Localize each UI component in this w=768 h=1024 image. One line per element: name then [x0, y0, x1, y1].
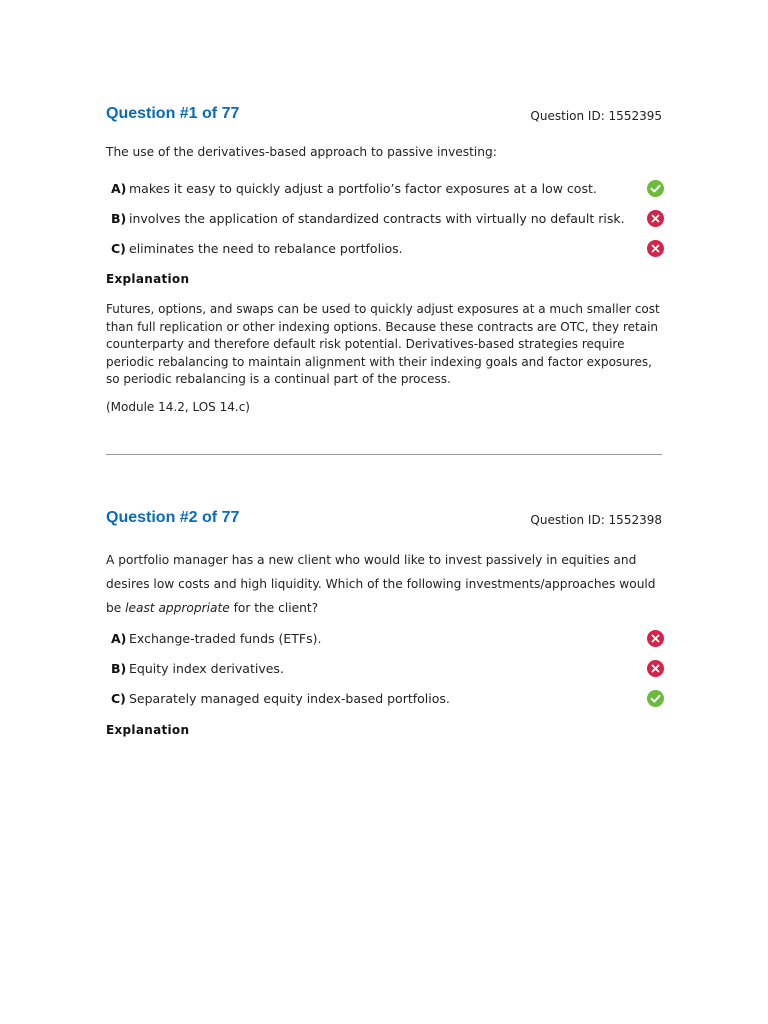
answer-letter: A): [111, 181, 127, 196]
check-circle-icon: [647, 180, 664, 197]
question-2-stem: [106, 548, 662, 620]
question-1-explanation-heading: Explanation: [106, 272, 190, 286]
question-1-id: Question ID: 1552395: [530, 109, 662, 123]
question-2-explanation-heading: Explanation: [106, 723, 190, 737]
answer-text: Separately managed equity index-based portfolios.: [129, 691, 450, 706]
x-circle-icon: [647, 630, 664, 647]
answer-letter: C): [111, 691, 126, 706]
x-circle-icon: [647, 240, 664, 257]
question-1-explanation: Futures, options, and swaps can be used to quickly adjust exposures at a much smaller cost than full replication or other indexing options. Because these contracts are OTC, they retain counterparty and therefore default risk potential. Derivatives-based strategies require periodic rebalancing to maintain alignment with their indexing goals and factor exposures, so periodic rebalancing is a continual part of the process.: [106, 302, 660, 386]
x-circle-icon: [647, 660, 664, 677]
question-2-id: Question ID: 1552398: [530, 513, 662, 527]
stem-text: A portfolio manager has a new client who would like to invest passively in equities and desires low costs and high liquidity. Which of the following investments/approaches would be: [106, 553, 656, 615]
question-1-answer-a: [111, 180, 664, 200]
answer-text: makes it easy to quickly adjust a portfolio’s factor exposures at a low cost.: [129, 181, 597, 196]
question-1-answer-b: [111, 210, 664, 230]
question-divider: [106, 454, 662, 455]
stem-text-end: for the client?: [229, 601, 319, 615]
question-1-answer-c: [111, 240, 664, 260]
question-2-answer-a: [111, 630, 664, 650]
answer-letter: B): [111, 211, 127, 226]
question-2-answer-b: [111, 660, 664, 680]
question-2-header: [106, 509, 662, 533]
question-1-header: [106, 105, 662, 129]
answer-text: involves the application of standardized contracts with virtually no default risk.: [129, 211, 625, 226]
answer-letter: B): [111, 661, 127, 676]
x-circle-icon: [647, 210, 664, 227]
answer-text: eliminates the need to rebalance portfolios.: [129, 241, 403, 256]
answer-text: Exchange-traded funds (ETFs).: [129, 631, 322, 646]
question-2-answer-c: [111, 690, 664, 710]
question-1-reference: (Module 14.2, LOS 14.c): [106, 400, 250, 414]
answer-letter: A): [111, 631, 127, 646]
question-2-title: Question #2 of 77: [106, 509, 240, 526]
answer-letter: C): [111, 241, 126, 256]
question-1-title: Question #1 of 77: [106, 105, 240, 122]
answer-text: Equity index derivatives.: [129, 661, 284, 676]
question-1-stem: The use of the derivatives-based approach to passive investing:: [106, 145, 497, 159]
check-circle-icon: [647, 690, 664, 707]
stem-emphasis: least appropriate: [125, 601, 230, 615]
